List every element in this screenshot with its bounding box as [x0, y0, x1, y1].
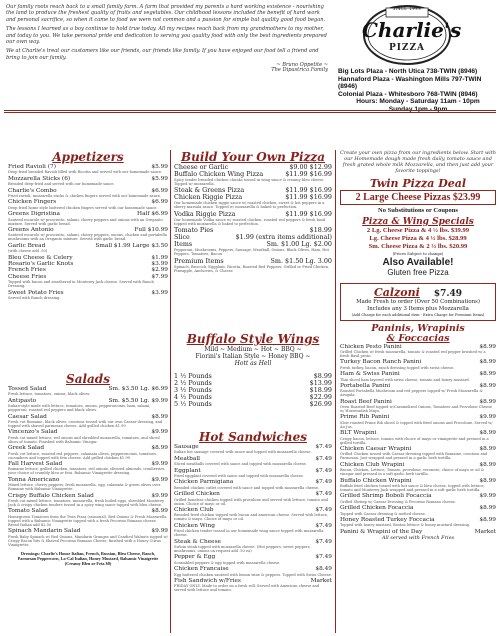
menu-item-description: Our homemade chicken riggie sauce w/ roasted chicken, sweet & hot peppers in a sherry marsala sauce. Topped w/ mozzarella & baked to perfection.: [174, 201, 325, 210]
menu-item-description: Spicy tender breaded chicken chunks tossed in wing sauce & creamy bleu cheese. Topped w/ mozzarella.: [174, 178, 325, 186]
menu-item-price: Sm. $5.50 Lg. $9.99: [108, 397, 168, 404]
locations-block: [338, 68, 498, 113]
menu-item-price: $8.99: [479, 517, 496, 524]
calzoni-box: [340, 283, 496, 321]
menu-item-name: Crispy Buffalo Chicken Salad: [8, 492, 94, 499]
menu-item-description: Grilled Chicken w/ fresh mozzarella, tomato & roasted red pepper brushed w/ a fresh Basil pesto.: [340, 349, 486, 358]
menu-item-name: Tomato Salad: [8, 508, 48, 515]
menu-item-name: Spinach Mandarin Salad: [8, 528, 81, 535]
menu-item-name: Caesar Salad: [8, 413, 47, 420]
menu-item-description: Fried ravioli, mozzarella sticks & chicken fingers served with our homemade sauce.: [8, 194, 162, 198]
salads-section: [8, 372, 168, 566]
menu-item-name: Chicken Parmigiana: [174, 479, 234, 486]
menu-item-price: $22.99: [309, 393, 332, 401]
appetizers-title: Appetizers: [52, 150, 124, 164]
menu-item-name: Fried Ravioli (7): [8, 164, 56, 170]
menu-item-price: $9.99: [479, 414, 496, 421]
location-north-utica: Big Lots Plaza - North Utica 738-TWIN (8946): [338, 68, 478, 75]
menu-item-name: Fall Harvest Salad: [8, 460, 63, 467]
location-whitesboro: Colonial Plaza - Whitesboro 768-TWIN (8946): [338, 90, 478, 98]
menu-item-description: Thin sliced ham layered with swiss cheese, tomato and honey mustard.: [340, 377, 470, 382]
menu-item-description: Breaded deep-fried and served with our homemade sauce.: [8, 182, 115, 187]
menu-item-name: Ham & Swiss Panini: [340, 371, 400, 378]
menu-item-description: Fresh cut lettuce, roasted red peppers, calamata olives, pepperoncinis, tomatoes, cucumbers and topped with feta cheese. Add grilled chicken $1.99: [8, 451, 158, 460]
menu-item-price: $7.49: [315, 467, 332, 474]
menu-item-name: 3 ½ Pounds: [174, 386, 212, 394]
menu-item-price: $8.99: [479, 371, 496, 378]
twin-deal-note: No Substitutions or Coupons: [378, 207, 458, 214]
menu-item-price: $9.99: [151, 528, 168, 535]
menu-item-description: Fresh cut mixed lettuce, tomatoes, mozzarella, fresh boiled eggs, shredded Monterey Jack & crispy chicken tenders tossed in a spicy wing sauce topped with bleu cheese.: [8, 498, 165, 507]
menu-item-price: $8.99: [479, 398, 496, 405]
menu-item-name: Vincenzo's Salad: [8, 429, 58, 436]
menu-item-price: Sm. $3.50 Lg. $6.99: [108, 386, 168, 392]
menu-item-price: $9.99: [151, 492, 168, 499]
calzoni-title: Calzoni: [373, 286, 420, 299]
menu-item-description: FRIDAY ONLY. Made to order on a fresh roll. Served with American cheese and served with lettuce and tomato.: [174, 584, 320, 593]
menu-item-price: $8.99: [151, 508, 168, 515]
menu-item-name: Buffalo Chicken Wing Pizza: [174, 170, 264, 178]
signature-name: ~ Bruno Oppetite ~: [276, 62, 328, 69]
menu-item-row: [174, 194, 332, 201]
menu-item-price: $8.99: [479, 477, 496, 484]
menu-item-description: Buffalo fried chicken tossed with hot sauce & bleu cheese, topped with lettuce, tomato and Monterey Jack wrapped and pressed in a soft garlic herb tortilla.: [340, 484, 485, 493]
hours-weekday: Hours: Monday - Saturday 11am - 10pm: [356, 98, 480, 105]
menu-item-price: $18.99: [309, 386, 332, 394]
menu-item-name: Steak & Cheese: [174, 538, 221, 545]
calzoni-line-1: Made Fresh to order (Over 50 Combinations): [356, 299, 480, 305]
menu-item-name: Greens Digristina: [8, 211, 60, 218]
menu-item-name: Chicken Wing: [174, 522, 215, 529]
menu-item-description: Slow roasted Prime Rib sliced & topped with fried onions and Provolone. Served w/ Au Jus.: [340, 420, 493, 429]
menu-item-price: $1.99 (extra items additional): [235, 233, 332, 242]
dressings-line-2: Parmesan Peppercorn, Lo-Cal Italian, Honey Mustard, Balsamic Vinaigrette: [17, 555, 159, 561]
menu-item-description: Topped with Caesar dressing & melted cheese.: [340, 511, 426, 516]
menu-item-name: Panini & Wrapini of the Day: [340, 528, 423, 535]
panini-title-1: Paninis, Wrapinis: [371, 322, 465, 334]
menu-item-description: Egg battered chicken sauteed with lemon wine & peppers. Topped with Swiss Cheese.: [174, 572, 332, 577]
logo-since: SINCE 1999: [392, 6, 422, 11]
hot-sandwiches-section: [174, 430, 332, 594]
menu-item-price: $8.99: [479, 430, 496, 437]
signature-family: The Dipastrica Family: [271, 66, 328, 73]
menu-item-description: Italian-style made with lettuce, tomatoes, onions, pepperoncinis, ham, salami, pepperoni, roasted red peppers and black olives.: [8, 404, 151, 413]
menu-item-description: Sirloin steak topped with mozzarella cheese. (Hot peppers, sweet peppers, mushrooms, onions on request add .50 ea): [174, 544, 311, 553]
menu-item-price: $8.99: [479, 446, 496, 453]
menu-item-name: Chicken Club: [174, 506, 214, 513]
menu-item-price: $7.49: [315, 491, 332, 498]
menu-item-description: Fresh lettuce, tomatoes, onions, black olives.: [8, 392, 91, 397]
menu-item-description: Topped with bacon and smothered in Monterey Jack cheese. Served with Ranch Dressing.: [8, 280, 154, 289]
menu-item-name: Slice: [174, 233, 190, 242]
menu-item-price: $9.00 $12.99: [289, 163, 332, 171]
menu-item-name: Turkey Bacon Ranch Panini: [340, 359, 422, 366]
menu-item-name: Sausage: [174, 444, 199, 450]
menu-item-description: Bacon, Chicken, Lettuce, Tomato, provolone, veronese, choice of mayo or oil & vinegar and pressed in a soft garlic herb tortilla.: [340, 468, 484, 477]
menu-item-row: [174, 171, 332, 178]
wings-flavors-3: Hott as Hell: [234, 360, 272, 367]
menu-item-row: [174, 401, 332, 408]
menu-item-name: Cheese or Garlic: [174, 163, 229, 171]
menu-item-name: Prime Rib Panini: [340, 414, 390, 421]
menu-item-price: $8.49: [315, 566, 332, 573]
menu-item-name: Tomato Pies: [174, 226, 214, 235]
right-intro: Create your own pizza from our ingredients below. Start with our Homemade dough made fresh daily, tomato sauce and fresh grated whole milk Mozzarella, and then just add your favorite toppings!: [340, 150, 496, 174]
menu-item-price: $9.99: [151, 460, 168, 467]
menu-item-name: Sweet Potato Fries: [8, 289, 64, 296]
menu-item-name: Bleu Cheese & Celery: [8, 254, 73, 261]
menu-item-name: Chicken Caesar Wrapini: [340, 446, 412, 453]
menu-item-price: $2.99: [151, 267, 168, 274]
menu-item-price: $26.99: [309, 400, 332, 408]
menu-item-name: Premium Items: [174, 256, 224, 265]
menu-item-price: $8.99: [151, 445, 168, 452]
divider-top-2: [4, 112, 496, 113]
menu-item-description: Breaded chicken cutlet covered with sauce and topped with mozzarella cheese.: [174, 485, 320, 490]
menu-item-name: Fish Sandwich w/Fries: [174, 577, 241, 584]
column-divider-left: [170, 150, 171, 633]
menu-item-price: $8.99: [479, 505, 496, 512]
pizza-wing-3: Sm. Cheese Pizza & 2 ½ lbs. $20.99: [368, 243, 468, 250]
menu-item-price: $11.99 $16.99: [285, 170, 332, 178]
menu-item-name: Chicken Fingers: [8, 199, 57, 206]
calzoni-line-3: (Add Charge for each additional item - Extra Charge for Premium Items): [351, 313, 485, 317]
build-pizza-section: [174, 150, 332, 274]
menu-item-name: Antipasto: [8, 397, 37, 404]
menu-item-name: Chicken Francaise: [174, 566, 229, 573]
menu-item-price: $11.99 $16.99: [285, 186, 332, 195]
menu-item-description: Fresh turkey, bacon, ranch dressing topped with swiss cheese.: [340, 365, 455, 370]
menu-item-price: $7.49: [315, 538, 332, 545]
menu-item-name: Greek Salad: [8, 445, 45, 452]
menu-item-row: [174, 258, 332, 265]
menu-item-description: Deep fried breaded Ravioli filled with Ricotta and served with our homemade sauce.: [8, 170, 163, 175]
menu-item-description: Fried eggplant covered with sauce and topped with mozzarella cheese.: [174, 474, 304, 478]
menu-item-description: Grilled Shrimp w/ Caesar Dressing & Pecorino Romano cheese.: [340, 499, 456, 504]
wings-title: Buffalo Style Wings: [186, 332, 320, 346]
menu-item-name: Eggplant: [174, 467, 201, 474]
menu-item-price: $8.99: [479, 382, 496, 389]
menu-item-description: Grilled boneless chicken topped with provolone and served with lettuce, tomato and onion. Choice of mayo or oil.: [174, 497, 328, 506]
menu-item-name: Cheese Fries: [8, 273, 47, 280]
menu-item-name: Grilled Chicken: [174, 491, 220, 498]
menu-item-name: Grilled Chicken Focaccia: [340, 505, 414, 512]
menu-item-row: [174, 211, 332, 218]
intro-paragraph-3: We at Charlie's treat our customers like our friends, our friends like family. If you have enjoyed our food tell a friend and bring to join our family.: [6, 48, 319, 61]
menu-item-description: Homegrown Tomatoes from the Twin Pizza (seasonal), Red Onions & Fresh Mozzarella topped with a Balsamic Vinaigrette topped with a fresh Pecorino Romano cheese. Bread Italian add $2.50: [8, 514, 167, 527]
menu-item-name: Rosario's Garlic Knots: [8, 260, 74, 267]
menu-item-name: Roast Beef Panini: [340, 398, 392, 405]
menu-item-price: $7.49: [315, 444, 332, 450]
menu-item-name: Mozzarella Sticks (6): [8, 175, 71, 182]
dressings-line-1: Dressings: Charlie's House Italian, French, Russian, Bleu Cheese, Ranch,: [20, 550, 156, 556]
menu-item-price: $8.99: [479, 461, 496, 468]
menu-item-price: Small $1.99 Large $3.50: [95, 242, 168, 249]
pizza-wing-note: (Prices Subject to change): [392, 251, 444, 256]
menu-item-price: $7.49: [315, 455, 332, 462]
menu-item-description: (with cheese add .50): [8, 249, 48, 254]
pizza-wing-2: Lg. Cheese Pizza & 4 ½ lbs. $28.99: [369, 235, 467, 242]
menu-item-price: Market: [310, 577, 332, 584]
menu-item-price: $1.99: [151, 254, 168, 261]
menu-item-description: Fresh Baby Spinach w/ Red Onions, Mandarin Oranges and Candied Walnuts topped w/ Crispy Bacon bits & Shaved Pecorino Romano Cheese, finished with a Honey Citrus Vinaigrette.: [8, 534, 168, 547]
menu-item-description: Breaded fried chicken topped with bacon and american cheese. Served with lettuce, tomato & mayo. Choice of mayo or oil.: [174, 513, 329, 522]
menu-item-price: $7.49: [315, 554, 332, 561]
menu-item-price: Sm. $1.00 Lg. $2.00: [266, 240, 332, 249]
gluten-free: Gluten free Pizza: [387, 268, 449, 277]
menu-item-name: Pepper & Egg: [174, 554, 216, 561]
menu-item-name: Tonna Americano: [8, 476, 60, 483]
menu-item-name: 5 ½ Pounds: [174, 400, 212, 408]
menu-item-row: [174, 241, 332, 248]
menu-item-description: Our homemade Vodka sauce w/ roasted chicken, roasted red peppers & fresh basil topped with mozzarella & baked to perfection.: [174, 217, 326, 226]
menu-item-name: BLT Wrapini: [340, 430, 377, 437]
menu-item-price: $13.99: [309, 379, 332, 387]
intro-text: [6, 4, 328, 73]
menu-item-price: Market: [474, 528, 496, 535]
menu-item-description: Sauteed escarole w/ prosciutto, salami, cherry peppers, onions, chicken and portabella mushrooms with an Oreganto mixture. Served with garlic bread.: [8, 233, 167, 242]
menu-item-price: $7.49: [315, 506, 332, 513]
menu-item-description: Romaine lettuce, grilled chicken, tomatoes, red onions, slivered almonds, cranberries, your choice of crumbly bleu or feta. Balsamic Vinaigrette dressing.: [8, 467, 166, 476]
logo-name: Charlie's: [362, 18, 462, 42]
dressings-line-3: (Creamy Bleu or Feta $0): [64, 560, 112, 566]
menu-item-name: Greens Antonio: [8, 226, 54, 233]
menu-item-description: Sauteed escarole w/ prosciutto, salami, cherry peppers and onions with an Oreganto mixture. Served with garlic bread.: [8, 217, 163, 226]
hot-sandwiches-title: Hot Sandwiches: [199, 430, 307, 444]
menu-item-price: $9.99: [479, 493, 496, 500]
menu-item-name: Grilled Shrimp Boboli Focaccia: [340, 493, 432, 500]
menu-item-name: Steak & Greens Pizza: [174, 186, 245, 195]
menu-item-price: $11.99 $16.99: [285, 193, 332, 202]
menu-item-name: Honey Roasted Turkey Foccacia: [340, 517, 435, 524]
menu-item-name: Chicken Pesto Panini: [340, 343, 402, 350]
menu-item-price: $8.99: [479, 343, 496, 350]
menu-item-description: Crispy bacon, lettuce, tomato with choice of mayo or vinaigrette and pressed in a grilled tortilla.: [340, 436, 489, 445]
menu-item-description: Mixed lettuce, cherry peppers, fresh mozzarella, egg, calamata & green olives over Romaine with Balsamic Vinaigrette.: [8, 483, 161, 492]
menu-item-price: $8.99: [479, 359, 496, 366]
menu-item-description: Fresh cut Romaine, black olives, croutons tossed with our own Caesar dressing, and topped with shaved parmesan cheese. Add grilled chicken $1.99: [8, 420, 163, 428]
menu-item-price: $6.99: [151, 199, 168, 206]
menu-item-price: $5.99: [151, 175, 168, 182]
menu-item-price: $3.99: [151, 260, 168, 267]
wings-section: [174, 332, 332, 408]
menu-item-description: Deep fried home style battered chicken fingers served with our homemade sauce.: [8, 205, 158, 210]
menu-item-description: Pepperoni, Mushrooms, Peppers, Sausage, Meatball, Onions, Black Olives, Ham, Hot Peppers, Tomatoes, Bacon: [174, 248, 329, 257]
menu-item-description: Topped with honey mustard, Boston lettuce & honey mustard dressing.: [340, 523, 471, 528]
salads-title: Salads: [66, 372, 110, 386]
menu-item-name: Portabella Panini: [340, 382, 391, 389]
right-column: [340, 150, 496, 541]
menu-item-name: Items: [174, 240, 193, 249]
menu-item-price: $3.99: [151, 289, 168, 296]
menu-item-name: Chicken Riggie Pizza: [174, 193, 243, 202]
menu-item-price: Half $6.99: [137, 211, 168, 218]
wings-flavors-1: Mild ~ Medium ~ Hot ~ BBQ ~: [204, 346, 302, 353]
divider-top: [4, 110, 496, 111]
menu-item-price: $5.99: [151, 164, 168, 170]
wings-flavors-2: Fiorini's Italian Style ~ Honey BBQ ~: [195, 353, 311, 360]
calzoni-line-2: Includes any 3 Items plus Mozzarella: [367, 306, 469, 312]
menu-item-description: Served with Ranch dressing.: [8, 296, 61, 300]
menu-item-price: $7.49: [315, 479, 332, 486]
logo-pizza: PIZZA: [388, 43, 426, 53]
menu-item-price: $6.99: [151, 187, 168, 194]
menu-item-price: $11.99 $16.99: [285, 209, 332, 218]
menu-item-price: $9.99: [151, 476, 168, 483]
pizza-wing-title: Pizza & Wing Specials: [362, 217, 474, 227]
twin-deal-offer: 2 Large Cheese Pizzas $23.99: [340, 190, 496, 205]
menu-item-price: $7.99: [151, 273, 168, 280]
location-washington-mills: Hannaford Plaza - Washington Mills 797-TWIN (8946): [338, 75, 482, 90]
menu-item-description: Oven Roasted Beef topped w/Caramelized Onions, Tomatoes and Provolone Cheese w/ Horseradish Mayo.: [340, 405, 493, 414]
intro-paragraph-1: Our family roots reach back to a small family farm. A farm that provided my parents a hard working existence - nourishing the land to produce the freshest quality of fruits and vegetables. Our childhood lessons included the benefit of hard work and personal sacrifice, so when it came to food we were not common and a passion for simple but quality good food began.: [6, 4, 326, 23]
panini-footer: All served with French Fries: [381, 535, 455, 542]
appetizers-section: [8, 150, 168, 301]
menu-item-name: Chicken Club Wrapini: [340, 461, 405, 468]
menu-item-name: 1 ½ Pounds: [174, 372, 212, 380]
menu-item-description: Italian hot sausage covered with sauce and topped with mozzarella cheese.: [174, 450, 312, 455]
menu-item-price: Full $10.99: [134, 226, 168, 233]
menu-item-name: Vodka Riggie Pizza: [174, 209, 236, 218]
menu-item-description: Spinach, Broccoli, Eggplant, Ricotta, Roasted Red Peppers, Grilled or Fried Chicken, Pineapple, Anchovies, & Cheese: [174, 264, 330, 273]
pizza-wing-1: 2 Lg. Cheese Pizza & 4 ½ lbs. $39.99: [366, 227, 470, 234]
build-pizza-title: Build Your Own Pizza: [181, 150, 325, 164]
menu-item-price: $18.99: [309, 226, 332, 235]
menu-item-price: $7.49: [315, 522, 332, 529]
panini-title-2: & Foccacias: [386, 332, 450, 344]
menu-item-name: 4 ½ Pounds: [174, 393, 212, 401]
menu-item-name: Buffalo Chicken Wrapini: [340, 477, 412, 484]
menu-item-description: Sliced meatballs covered with sauce and topped with mozzarella cheese.: [174, 462, 307, 467]
calzoni-price: $7.49: [433, 289, 462, 299]
menu-item-name: French Fries: [8, 267, 46, 274]
menu-item-description: Roasted Portabella Mushroom and red peppers topped w/ Fresh Mozzarella & Arugula.: [340, 389, 483, 398]
menu-item-price: Sm. $1.50 Lg. 3.00: [270, 256, 332, 265]
menu-item-price: $8.99: [313, 372, 332, 380]
menu-item-price: $8.99: [151, 413, 168, 420]
menu-item-description: Fresh cut mixed lettuce, red onions and shredded mozzarella, tomatoes, and sliced slices of tomato. Finished with Balsamic Vinegar.: [8, 435, 160, 444]
hours-sunday: Sunday 1pm - 9pm: [388, 105, 448, 113]
menu-item-name: Tossed Salad: [8, 386, 47, 392]
menu-item-name: Garlic Bread: [8, 242, 46, 249]
menu-item-price: $9.99: [151, 429, 168, 436]
menu-item-description: Scrambled peppers & egg topped with mozzarella cheese.: [174, 560, 281, 565]
intro-paragraph-2: The lessons I learned as a boy continue to hold true today. All my recipes reach back from my grandmothers to my mother, and today to you. We take personal pride and dedication to serving you quality food with only the best ingredients prepared our own way.: [6, 26, 327, 46]
menu-item-name: 2 ½ Pounds: [174, 379, 212, 387]
column-divider-right: [335, 150, 336, 633]
menu-item-name: Meatball: [174, 455, 201, 462]
menu-item-description: Fried chicken tender tossed in our homemade wing sauce topped with mozzarella cheese.: [174, 529, 324, 538]
also-available: Also Available!: [382, 257, 454, 268]
menu-item-description: Grilled Chicken tossed with Caesar dressing topped with Romaine, croutons and Parmesan. Just wrapped and pressed in a garlic herb tortilla.: [340, 452, 488, 461]
menu-item-name: Charlie's Combo: [8, 187, 57, 194]
twin-deal-title: Twin Pizza Deal: [369, 177, 467, 190]
